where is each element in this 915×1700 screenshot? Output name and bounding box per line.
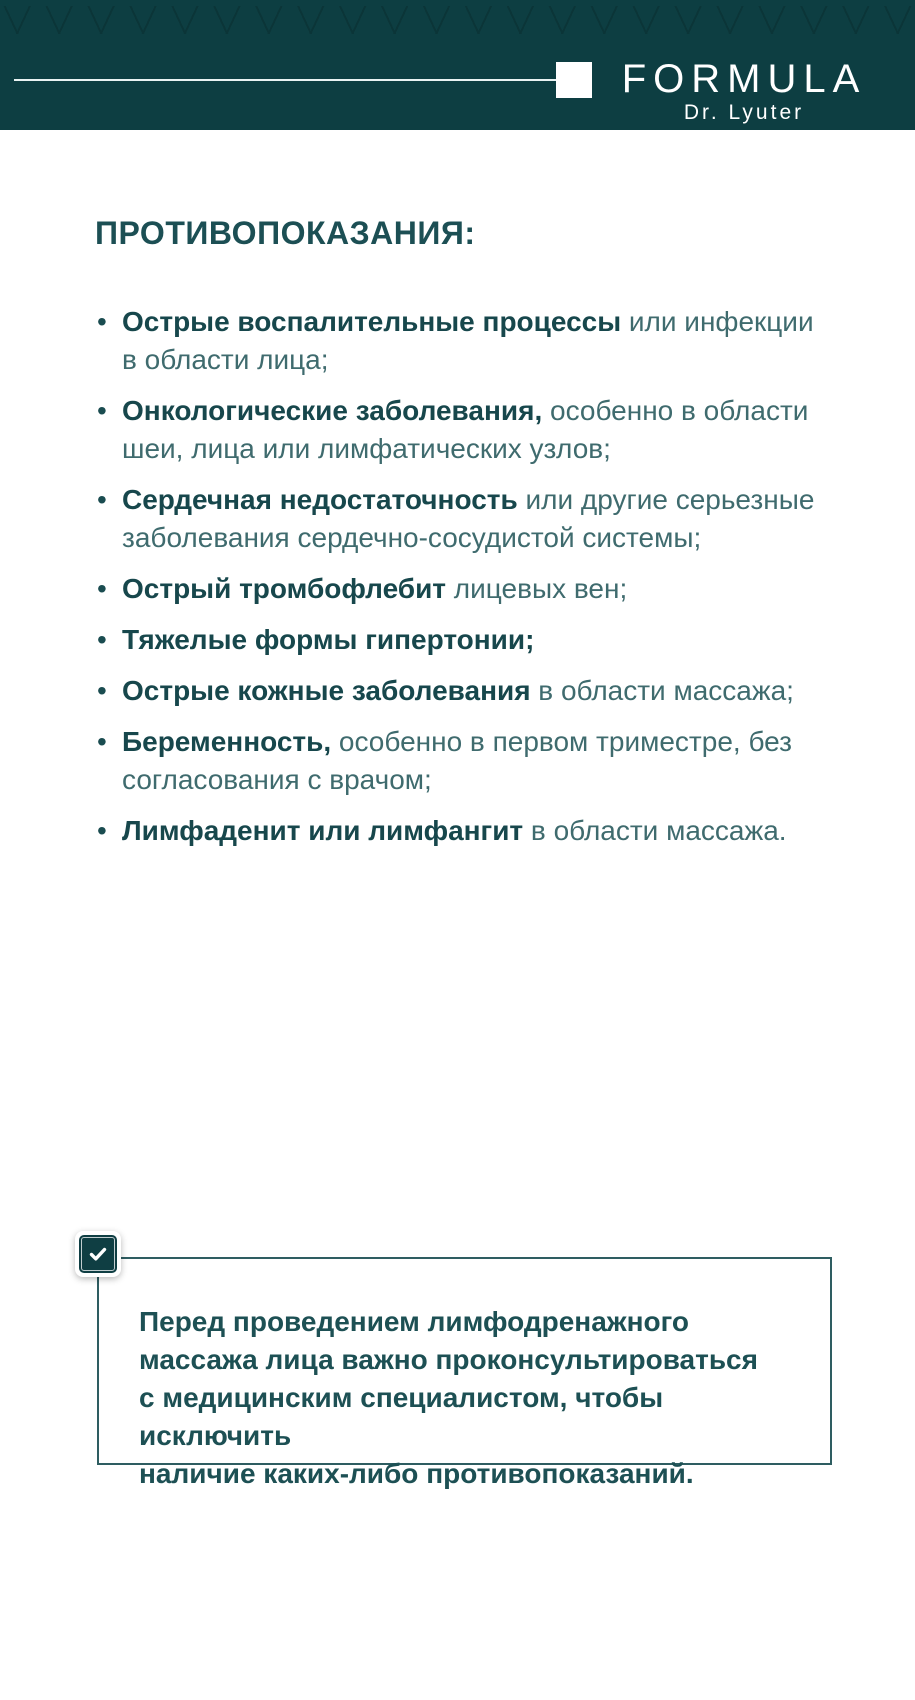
logo-square-icon (556, 62, 592, 98)
list-item-bold: Онкологические заболевания, (122, 395, 543, 426)
note-line: с медицинским специалистом, чтобы исключить (139, 1382, 664, 1451)
note-line: Перед проведением лимфодренажного (139, 1306, 690, 1337)
list-item (95, 723, 820, 799)
list-item-rest: особенно в первом триместре, без согласования с врачом; (122, 726, 792, 795)
contraindications-list (95, 303, 820, 850)
list-item (95, 672, 820, 710)
note-line: наличие каких-либо противопоказаний. (139, 1458, 694, 1489)
note-text (99, 1259, 830, 1493)
list-item-bold: Тяжелые формы гипертонии; (122, 624, 535, 655)
brand-subtitle: Dr. Lyuter (683, 101, 805, 124)
list-item-rest: или инфекции в области лица; (122, 306, 814, 375)
list-item-rest: в области массажа. (523, 815, 787, 846)
list-item-bold: Сердечная недостаточность (122, 484, 518, 515)
list-item-rest: или другие серьезные заболевания сердечно-сосудистой системы; (122, 484, 815, 553)
list-item (95, 303, 820, 379)
list-item (95, 570, 820, 608)
brand-logo: FORMULA (621, 57, 867, 101)
note-line: массажа лица важно проконсультироваться (139, 1344, 758, 1375)
list-item (95, 392, 820, 468)
main-content (0, 213, 915, 850)
list-item-bold: Острые кожные заболевания (122, 675, 531, 706)
list-item-rest: особенно в области шеи, лица или лимфатических узлов; (122, 395, 809, 464)
brand-header (0, 0, 915, 130)
list-item (95, 481, 820, 557)
note-checkbox[interactable] (75, 1231, 121, 1277)
list-item-bold: Лимфаденит или лимфангит (122, 815, 524, 846)
list-item-rest: в области массажа; (530, 675, 794, 706)
consultation-note-box (97, 1257, 832, 1489)
header-rule (14, 79, 556, 81)
checkmark-icon (86, 1242, 110, 1266)
zigzag-pattern (0, 6, 915, 34)
list-item-bold: Острый тромбофлебит (122, 573, 447, 604)
list-item (95, 621, 820, 659)
list-item (95, 812, 820, 850)
checkbox-inner (79, 1235, 117, 1273)
list-item-bold: Острые воспалительные процессы (122, 306, 622, 337)
list-item-bold: Беременность, (122, 726, 332, 757)
list-item-rest: лицевых вен; (446, 573, 628, 604)
page-title: ПРОТИВОПОКАЗАНИЯ: (95, 215, 476, 251)
